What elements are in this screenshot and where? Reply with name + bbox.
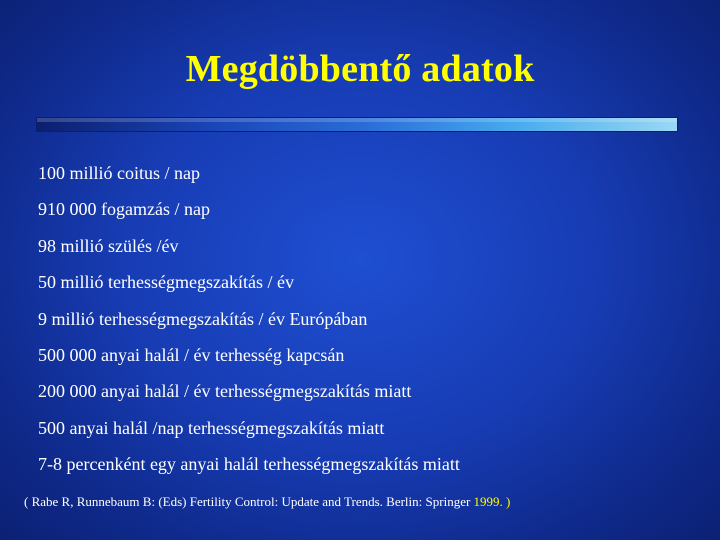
fact-item: 200 000 anyai halál / év terhességmegszakítás miatt [38, 381, 412, 402]
citation-year: 1999. ) [473, 494, 511, 509]
fact-item: 100 millió coitus / nap [38, 163, 200, 183]
fact-item: 98 millió szülés /év [38, 235, 179, 256]
fact-item: 500 000 anyai halál / év terhesség kapcsán [38, 344, 345, 365]
fact-item: 910 000 fogamzás / nap [38, 199, 210, 220]
facts-list [38, 162, 460, 490]
fact-item: 500 anyai halál /nap terhességmegszakítás miatt [38, 417, 385, 438]
slide-title: Megdöbbentő adatok [185, 48, 535, 90]
fact-item: 50 millió terhességmegszakítás / év [38, 272, 294, 293]
fact-item: 7-8 percenként egy anyai halál terhességmegszakítás miatt [38, 454, 460, 475]
citation [24, 493, 510, 511]
fact-item: 9 millió terhességmegszakítás / év Európában [38, 308, 368, 329]
citation-text: ( Rabe R, Runnebaum B: (Eds) Fertility Control: Update and Trends. Berlin: Springer [24, 494, 471, 509]
title-divider-bar [36, 117, 678, 132]
